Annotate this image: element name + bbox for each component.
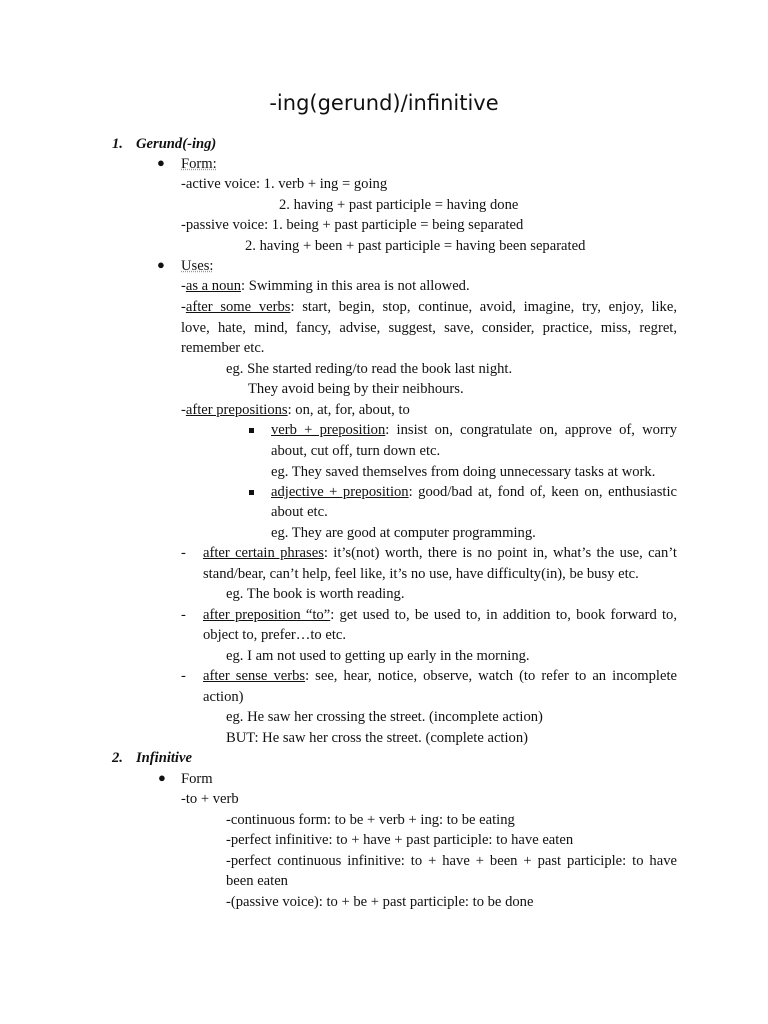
section-number-1: 1. [112, 136, 123, 152]
passive-voice-line-2: 2. having + been + past participle = having been separated [245, 238, 586, 254]
passive-voice-line-1: -passive voice: 1. being + past participle = being separated [181, 217, 524, 233]
bullet-icon: ● [157, 257, 165, 272]
certain-phrases-line-2: stand/bear, can’t help, feel like, it’s no use, have difficulty(in), be busy etc. [203, 566, 639, 582]
section-heading-gerund: Gerund(-ing) [136, 136, 217, 152]
section-number-2: 2. [112, 750, 123, 766]
verbs-example-2: They avoid being by their neibhours. [248, 381, 464, 397]
bullet-icon: ● [158, 770, 166, 785]
certain-phrases-example: eg. The book is worth reading. [226, 586, 405, 602]
sense-verbs-example: eg. He saw her crossing the street. (incomplete action) [226, 709, 543, 725]
verb-preposition-line-1: verb + preposition: insist on, congratulate on, approve of, worry [271, 422, 677, 438]
adjective-preposition-line-1: adjective + preposition: good/bad at, fond of, keen on, enthusiastic [271, 484, 677, 500]
verb-preposition-example: eg. They saved themselves from doing unnecessary tasks at work. [271, 464, 656, 480]
bullet-icon: ● [157, 155, 165, 170]
section-heading-infinitive: Infinitive [136, 750, 192, 766]
sense-verbs-line-1: after sense verbs: see, hear, notice, observe, watch (to refer to an incomplete [203, 668, 677, 684]
square-bullet-icon [249, 490, 254, 495]
perfect-infinitive: -perfect infinitive: to + have + past participle: to have eaten [226, 832, 574, 848]
sense-verbs-line-2: action) [203, 689, 244, 705]
infinitive-form-label: Form [181, 771, 213, 787]
to-verb: -to + verb [181, 791, 239, 807]
perfect-continuous-line-1: -perfect continuous infinitive: to + have + been + past participle: to have [226, 853, 677, 869]
continuous-form: -continuous form: to be + verb + ing: to be eating [226, 812, 515, 828]
preposition-to-example: eg. I am not used to getting up early in the morning. [226, 648, 530, 664]
use-as-noun: -as a noun: Swimming in this area is not allowed. [181, 278, 470, 294]
sense-verbs-but: BUT: He saw her cross the street. (complete action) [226, 730, 528, 746]
square-bullet-icon [249, 428, 254, 433]
active-voice-line-2: 2. having + past participle = having done [279, 197, 519, 213]
passive-infinitive: -(passive voice): to + be + past participle: to be done [226, 894, 534, 910]
dash-marker: - [181, 607, 186, 623]
certain-phrases-line-1: after certain phrases: it’s(not) worth, there is no point in, what’s the use, can’t [203, 545, 677, 561]
preposition-to-line-1: after preposition “to”: get used to, be used to, in addition to, book forward to, [203, 607, 678, 623]
verbs-example-1: eg. She started reding/to read the book last night. [226, 361, 513, 377]
use-after-verbs-line-2: love, hate, mind, fancy, advise, suggest, save, consider, practice, miss, regret, [181, 320, 677, 336]
use-after-verbs-line-3: remember etc. [181, 340, 265, 356]
adjective-preposition-example: eg. They are good at computer programming. [271, 525, 536, 541]
dash-marker: - [181, 545, 186, 561]
use-after-verbs-line-1: -after some verbs: start, begin, stop, continue, avoid, imagine, try, enjoy, like, [181, 299, 677, 315]
adjective-preposition-line-2: about etc. [271, 504, 328, 520]
form-label: Form: [181, 156, 217, 172]
uses-label: Uses: [181, 258, 214, 274]
preposition-to-line-2: object to, prefer…to etc. [203, 627, 347, 643]
page-title: -ing(gerund)/infinitive [269, 91, 499, 115]
perfect-continuous-line-2: been eaten [226, 873, 288, 889]
verb-preposition-line-2: about, cut off, turn down etc. [271, 443, 441, 459]
dash-marker: - [181, 668, 186, 684]
active-voice-line-1: -active voice: 1. verb + ing = going [181, 176, 388, 192]
use-after-prepositions: -after prepositions: on, at, for, about, to [181, 402, 410, 418]
